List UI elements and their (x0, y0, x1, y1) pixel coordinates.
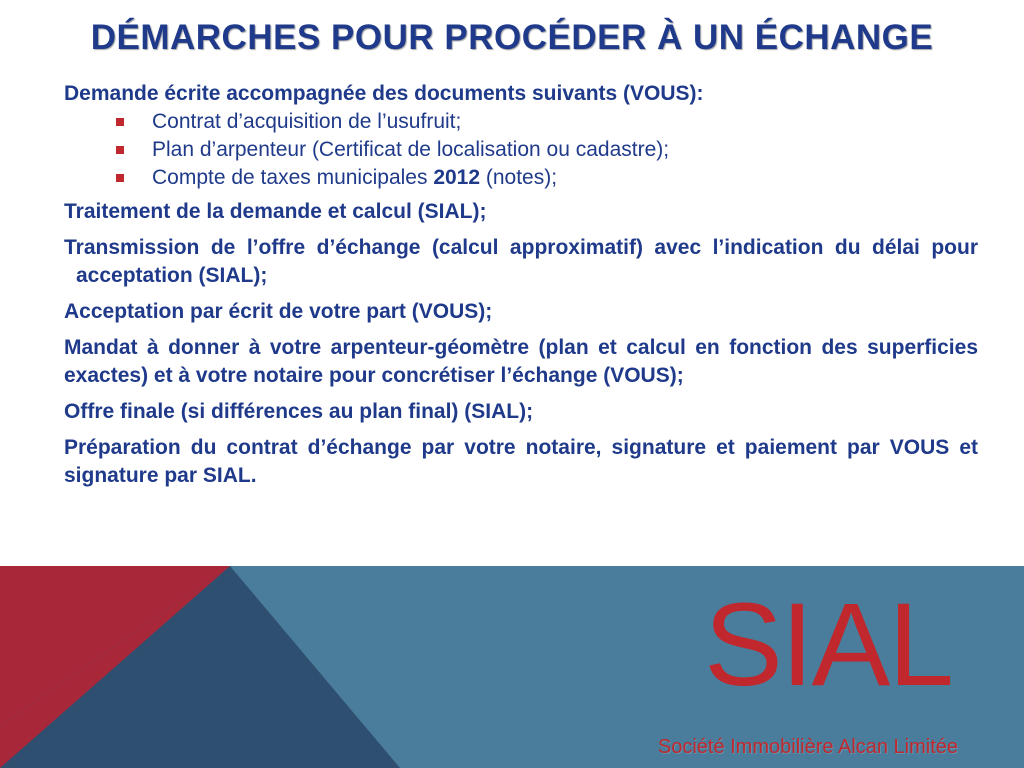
document-list (64, 108, 978, 192)
step-5: Offre finale (si différences au plan final) (SIAL); (64, 400, 534, 423)
list-item-text: (notes); (480, 166, 558, 189)
intro-text: Demande écrite accompagnée des documents suivants (VOUS): (64, 82, 704, 105)
list-item-text: Contrat d’acquisition de l’usufruit; (152, 110, 462, 133)
list-item-text: Compte de taxes municipales (152, 166, 434, 189)
logo-tagline: Société Immobilière Alcan Limitée (657, 736, 958, 758)
list-item (116, 108, 978, 136)
bullet-square-icon (116, 174, 124, 182)
sial-logo: SIAL (704, 579, 952, 711)
step-3: Acceptation par écrit de votre part (VOUS); (64, 300, 493, 323)
bullet-square-icon (116, 146, 124, 154)
list-item (116, 136, 978, 164)
list-item-text: Plan d’arpenteur (Certificat de localisation ou cadastre); (152, 138, 670, 161)
list-item (116, 164, 978, 192)
slide-title: DÉMARCHES POUR PROCÉDER À UN ÉCHANGE (90, 18, 934, 57)
bullet-square-icon (116, 118, 124, 126)
step-2: Transmission de l’offre d’échange (calcul approximatif) avec l’indication du délai pour acceptation (SIAL); (64, 236, 978, 287)
year-text: 2012 (433, 166, 481, 189)
step-6: Préparation du contrat d’échange par votre notaire, signature et paiement par VOUS et signature par SIAL. (64, 436, 978, 487)
step-4: Mandat à donner à votre arpenteur-géomètre (plan et calcul en fonction des superficies exactes) et à votre notaire pour concrétiser l’échange (VOUS); (64, 336, 978, 387)
slide-content (64, 80, 978, 498)
step-1: Traitement de la demande et calcul (SIAL); (64, 200, 487, 223)
